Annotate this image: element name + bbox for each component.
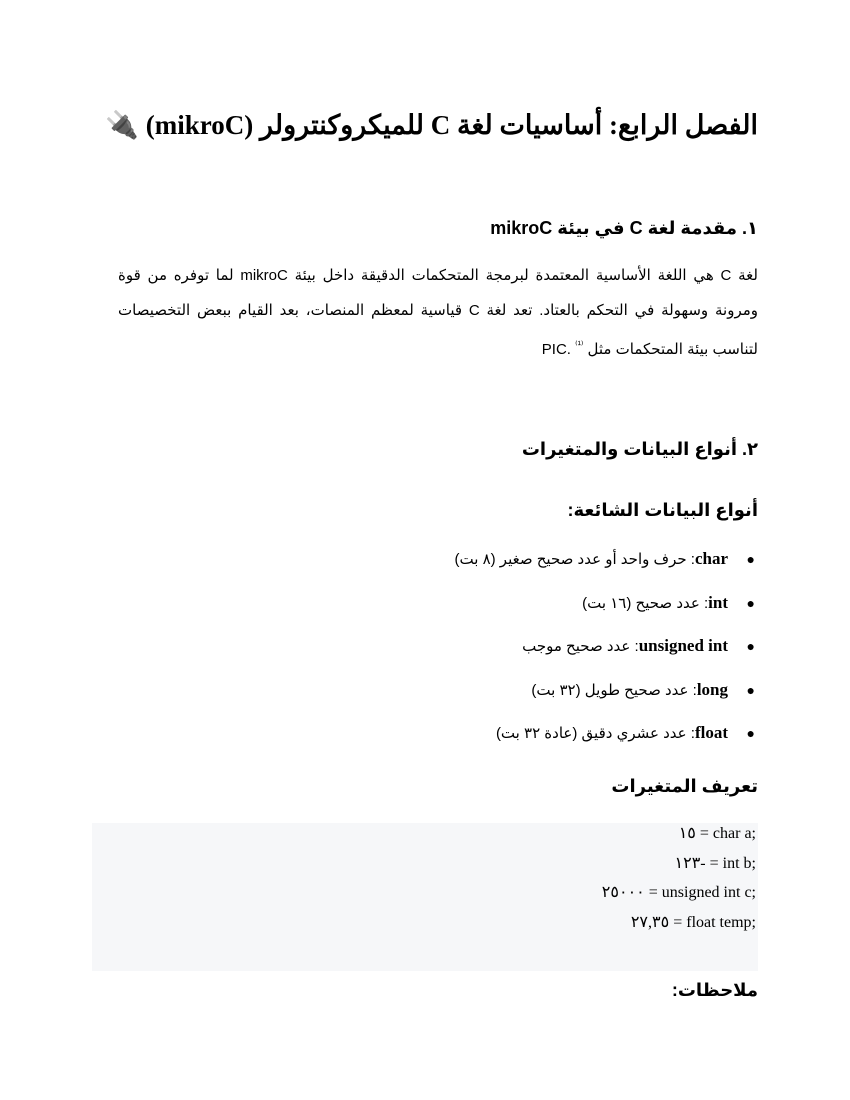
type-description: : عدد صحيح موجب — [522, 638, 639, 655]
type-description: : عدد صحيح طويل (٣٢ بت) — [531, 681, 697, 699]
list-item — [455, 627, 755, 671]
bullet-icon: ● — [746, 551, 755, 567]
type-description: : عدد عشري دقيق (عادة ٣٢ بت) — [495, 725, 695, 742]
type-description: : عدد صحيح (١٦ بت) — [582, 594, 709, 612]
code-line: ;char a = ١٥ — [678, 825, 756, 842]
intro-paragraph — [118, 258, 758, 367]
intro-paragraph-text: لغة C هي اللغة الأساسية المعتمدة لبرمجة المتحكمات الدقيقة داخل بيئة mikroC لما توفره من قوة ومرونة وسهولة في التحكم بالعتاد. تعد لغة C قياسية لمعظم المنصات، بعد القيام ببعض التخصيصات لتناسب بيئة المتحكمات مثل PIC. — [118, 267, 759, 358]
section-2-heading: ٢. أنواع البيانات والمتغيرات — [521, 439, 758, 459]
bullet-icon: ● — [746, 638, 755, 654]
type-keyword: float — [694, 723, 728, 742]
code-line: ;int b = -١٢٣ — [674, 854, 756, 872]
chapter-title: الفصل الرابع: أساسيات لغة C للميكروكنترولر (mikroC) 🔌 — [105, 110, 758, 140]
notes-heading: ملاحظات: — [671, 980, 758, 1000]
section-1-heading: ١. مقدمة لغة C في بيئة mikroC — [490, 218, 758, 238]
list-item — [454, 540, 755, 584]
type-keyword: int — [708, 592, 728, 612]
list-item — [455, 671, 755, 715]
bullet-icon: ● — [746, 681, 755, 698]
type-keyword: char — [694, 549, 728, 568]
bullet-icon: ● — [746, 725, 755, 741]
bullet-icon: ● — [746, 594, 755, 611]
list-item — [455, 584, 755, 628]
type-keyword: long — [696, 679, 728, 699]
type-keyword: unsigned int — [638, 636, 728, 655]
reference-mark: ⁽¹⁾ — [575, 340, 584, 351]
data-types-list — [455, 540, 759, 758]
data-types-subheading: أنواع البيانات الشائعة: — [567, 500, 758, 520]
code-line: ;float temp = ٢٧,٣٥ — [630, 913, 756, 931]
variables-heading: تعريف المتغيرات — [611, 776, 758, 796]
code-block — [92, 823, 758, 971]
code-line: ;unsigned int c = ٢٥٠٠٠ — [601, 884, 756, 901]
list-item — [455, 714, 755, 758]
type-description: : حرف واحد أو عدد صحيح صغير (٨ بت) — [454, 551, 695, 568]
